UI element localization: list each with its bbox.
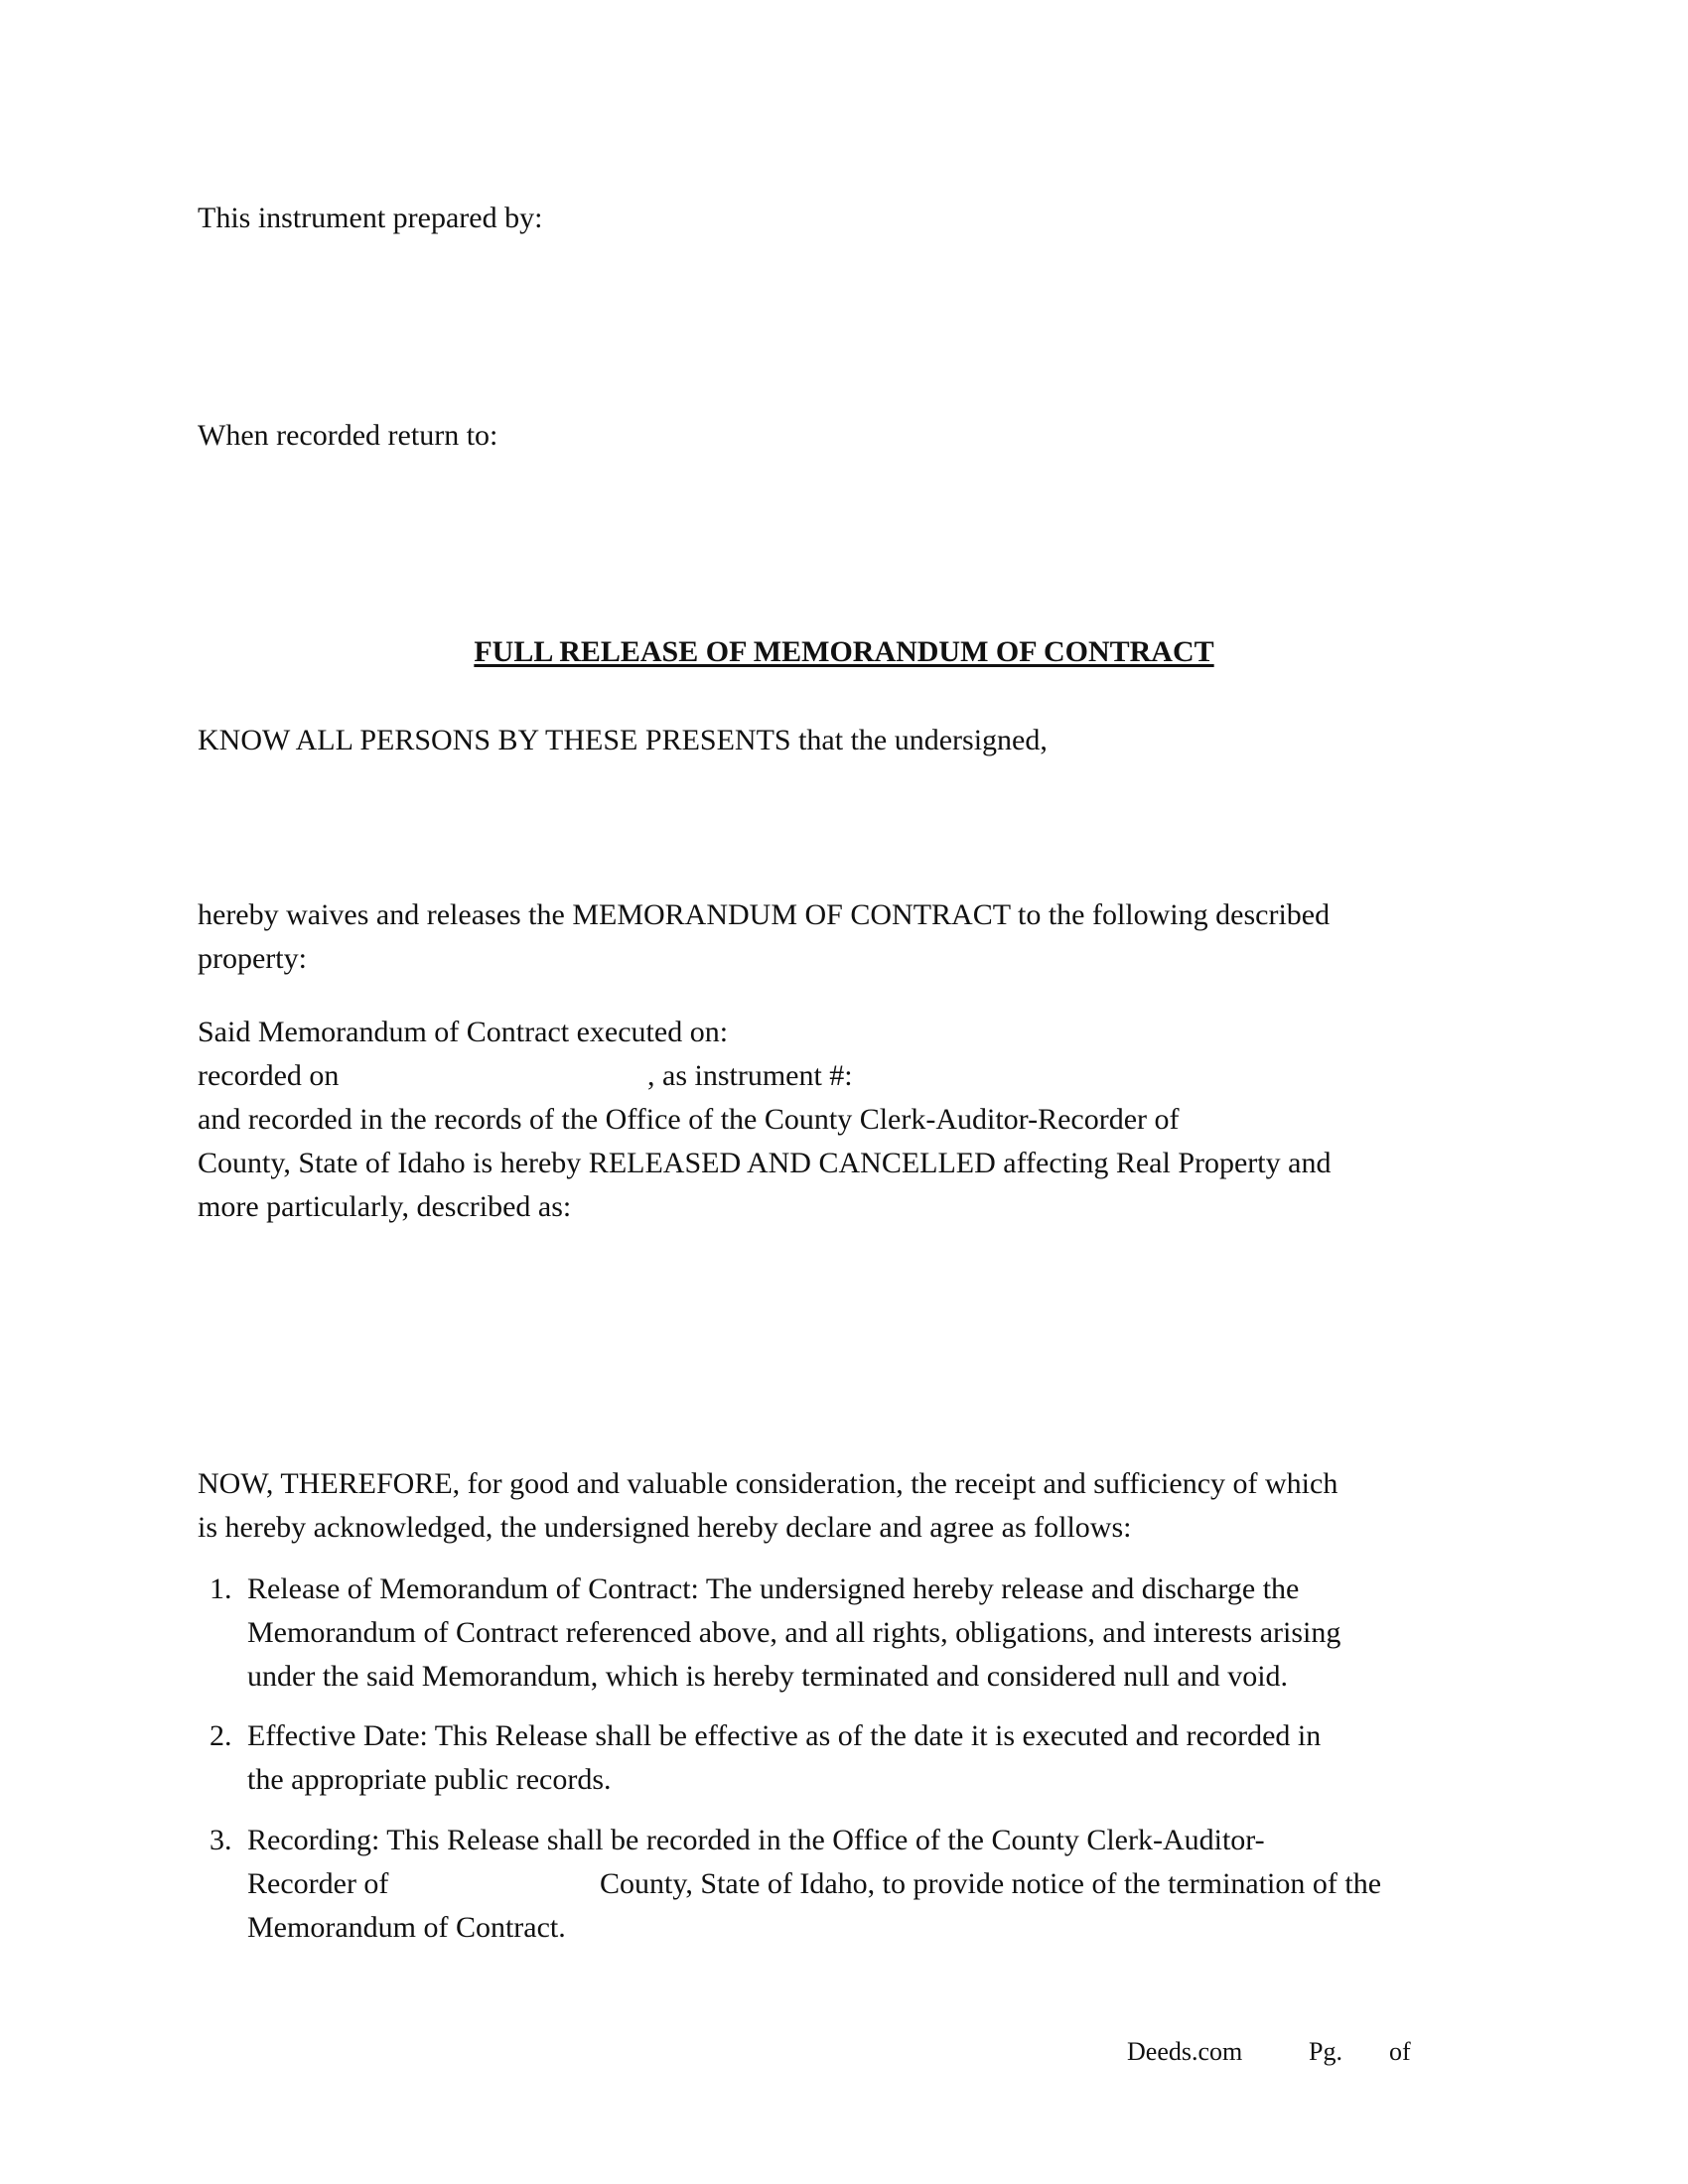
know-all-persons-text: KNOW ALL PERSONS BY THESE PRESENTS that the undersigned, (198, 724, 1048, 756)
executed-on-text: Said Memorandum of Contract executed on: (198, 1016, 729, 1048)
list-item-text: Recording: This Release shall be recorded in the Office of the County Clerk-Auditor- (247, 1824, 1265, 1856)
footer-site-name: Deeds.com (1127, 2037, 1243, 2066)
now-therefore-line-1: NOW, THEREFORE, for good and valuable consideration, the receipt and sufficiency of which (198, 1467, 1338, 1500)
list-item-text: the appropriate public records. (247, 1763, 612, 1796)
described-as-text: more particularly, described as: (198, 1190, 572, 1223)
list-item-text: Memorandum of Contract. (247, 1911, 566, 1944)
list-item-text: Effective Date: This Release shall be effective as of the date it is executed and recorded in (247, 1719, 1322, 1752)
now-therefore-line-2: is hereby acknowledged, the undersigned hereby declare and agree as follows: (198, 1511, 1132, 1544)
waives-text-line-2: property: (198, 942, 307, 975)
list-item-number: 3. (210, 1824, 232, 1856)
list-item-text: Recorder of (247, 1867, 389, 1900)
records-office-text: and recorded in the records of the Office of the County Clerk-Auditor-Recorder of (198, 1103, 1180, 1136)
footer-page-label: Pg. (1309, 2037, 1342, 2066)
document-title: FULL RELEASE OF MEMORANDUM OF CONTRACT (474, 635, 1214, 668)
footer-of-label: of (1389, 2037, 1411, 2066)
list-item-number: 2. (210, 1719, 232, 1752)
instrument-number-label: , as instrument #: (647, 1059, 853, 1092)
county-released-text: County, State of Idaho is hereby RELEASED AND CANCELLED affecting Real Property and (198, 1147, 1332, 1179)
prepared-by-label: This instrument prepared by: (198, 202, 543, 234)
recorded-on-label: recorded on (198, 1059, 340, 1092)
list-item-text: Release of Memorandum of Contract: The undersigned hereby release and discharge the (247, 1572, 1300, 1605)
list-item-text: Memorandum of Contract referenced above, and all rights, obligations, and interests arising (247, 1616, 1341, 1649)
return-to-label: When recorded return to: (198, 419, 498, 452)
waives-text-line-1: hereby waives and releases the MEMORANDUM OF CONTRACT to the following described (198, 898, 1331, 931)
list-item-text: under the said Memorandum, which is hereby terminated and considered null and void. (247, 1660, 1289, 1693)
list-item-text: County, State of Idaho, to provide notice of the termination of the (600, 1867, 1382, 1900)
list-item-number: 1. (210, 1572, 232, 1605)
